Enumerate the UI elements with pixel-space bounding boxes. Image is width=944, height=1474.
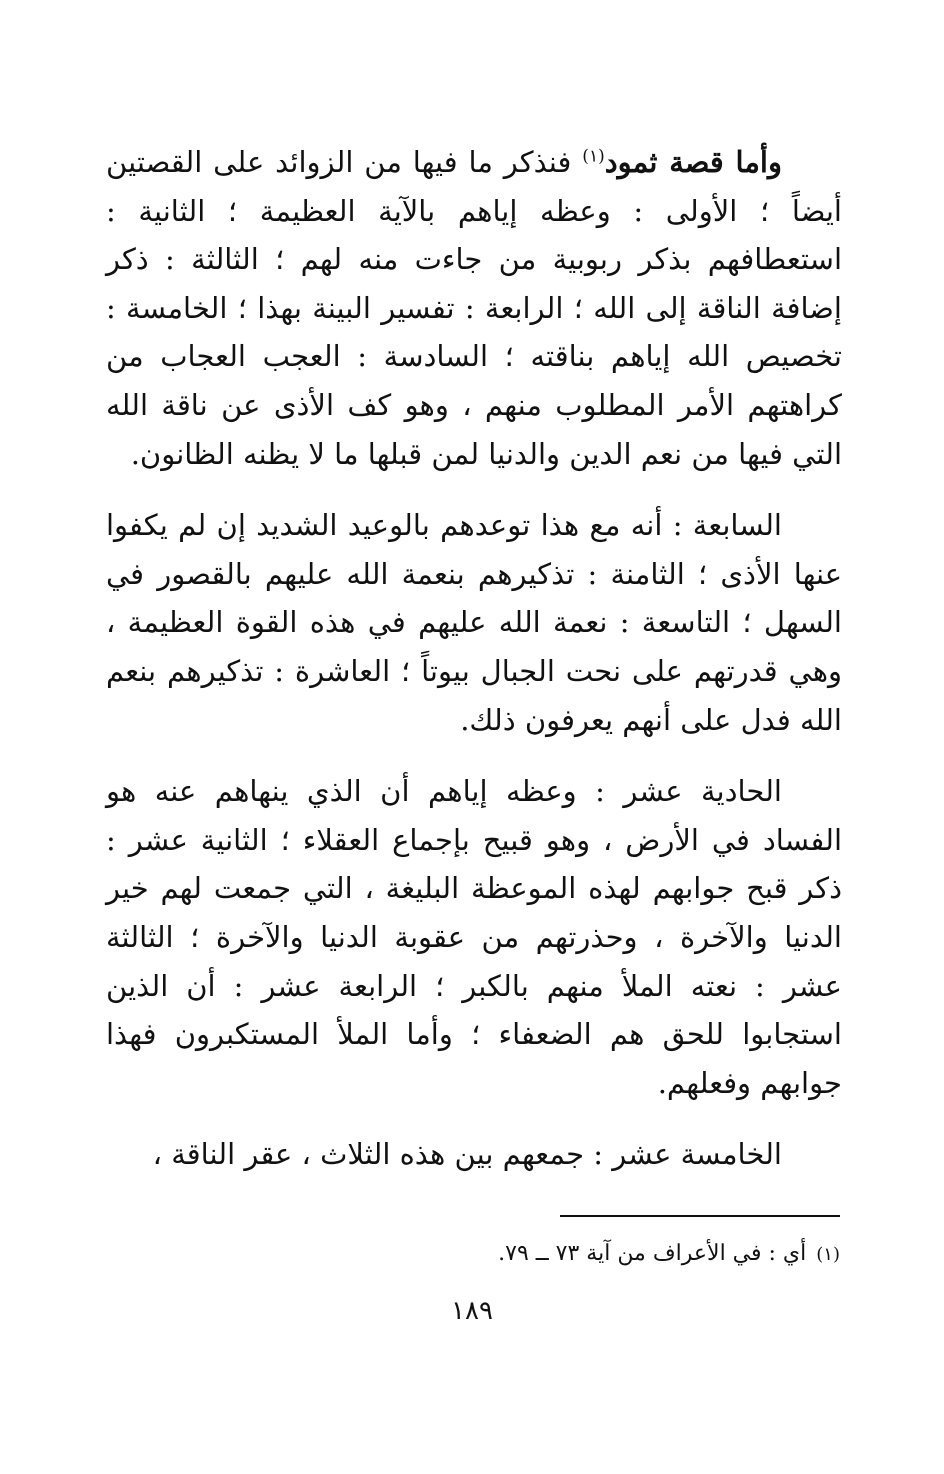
paragraph-3 xyxy=(106,767,842,1107)
paragraph-text: فنذكر ما فيها من الزوائد على القصتين أيضاً ؛ الأولى : وعظه إياهم بالآية العظيمة ؛ الثانية : استعطافهم بذكر ربوبية من جاءت منه لهم ؛ الثالثة : ذكر إضافة الناقة إلى الله ؛ الرابعة : تفسير البينة بهذا ؛ الخامسة : تخصيص الله إياهم بناقته ؛ السادسة : العجب العجاب من كراهتهم الأمر المطلوب منهم ، وهو كف الأذى عن ناقة الله التي فيها من نعم الدين والدنيا لمن قبلها ما لا يظنه الظانون. xyxy=(106,145,842,471)
paragraph-text: الحادية عشر : وعظه إياهم أن الذي ينهاهم عنه هو الفساد في الأرض ، وهو قبيح بإجماع العقلاء ؛ الثانية عشر : ذكر قبح جوابهم لهذه الموعظة البليغة ، التي جمعت لهم خير الدنيا والآخرة ، وحذرتهم من عقوبة الدنيا والآخرة ؛ الثالثة عشر : نعته الملأ منهم بالكبر ؛ الرابعة عشر : أن الذين استجابوا للحق هم الضعفاء ؛ وأما الملأ المستكبرون فهذا جوابهم وفعلهم. xyxy=(106,774,842,1100)
footnote-reference: (١) xyxy=(582,146,605,167)
paragraph-text: السابعة : أنه مع هذا توعدهم بالوعيد الشديد إن لم يكفوا عنها الأذى ؛ الثامنة : تذكيرهم بنعمة الله عليهم بالقصور في السهل ؛ التاسعة : نعمة الله عليهم في هذه القوة العظيمة ، وهي قدرتهم على نحت الجبال بيوتاً ؛ العاشرة : تذكيرهم بنعم الله فدل على أنهم يعرفون ذلك. xyxy=(106,508,842,737)
page-number: ١٨٩ xyxy=(451,1296,493,1326)
paragraph-text: الخامسة عشر : جمعهم بين هذه الثلاث ، عقر الناقة ، xyxy=(152,1137,782,1172)
paragraph-4 xyxy=(106,1130,842,1179)
footnote xyxy=(104,1236,840,1273)
section-lead: وأما قصة ثمود xyxy=(604,145,782,179)
footnote-number: (١) xyxy=(816,1244,840,1265)
footnote-text: أي : في الأعراف من آية ٧٣ ــ ٧٩. xyxy=(498,1241,807,1266)
paragraph-2 xyxy=(106,501,842,744)
footnote-separator xyxy=(560,1215,840,1217)
page-body xyxy=(106,138,842,1202)
paragraph-1 xyxy=(106,138,842,478)
